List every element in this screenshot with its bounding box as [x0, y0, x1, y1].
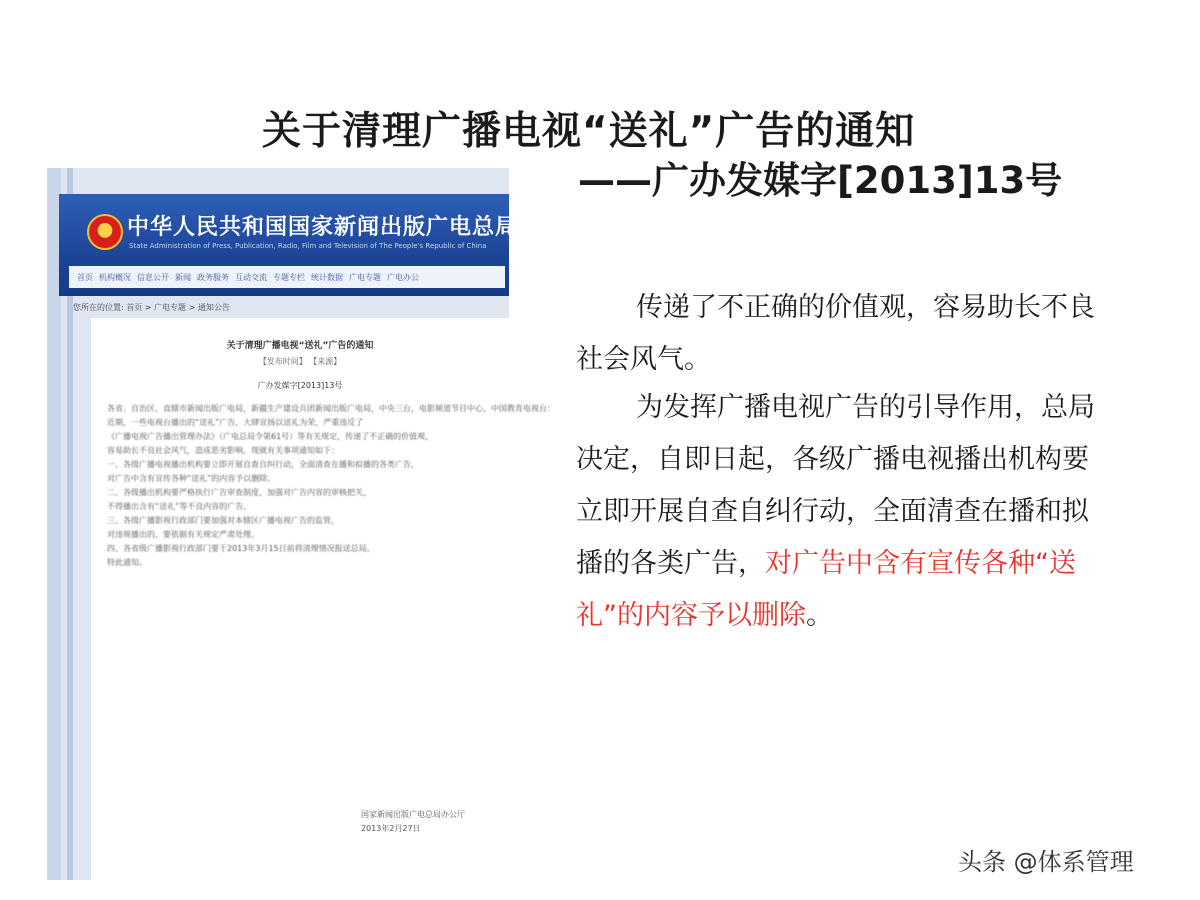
- paragraph-values: [576, 282, 1096, 386]
- notice-body-line: 三、各级广播影视行政部门要加强对本辖区广播电视广告的监管，: [107, 516, 339, 525]
- notice-body-line: 近期，一些电视台播出的“送礼”广告，大肆宣扬以送礼为荣，严重违反了: [107, 418, 364, 427]
- nav-item[interactable]: 政务服务: [197, 272, 229, 282]
- nav-item[interactable]: 广电专题: [349, 272, 381, 282]
- notice-meta: 【发布时间】 【来源】: [258, 357, 342, 366]
- notice-screenshot: [47, 168, 555, 880]
- notice-body-line: 一、各级广播电视播出机构要立即开展自查自纠行动，全面清查在播和拟播的各类广告，: [107, 460, 419, 469]
- paragraph-end-mark: 。: [806, 600, 833, 631]
- nav-item[interactable]: 互动交流: [235, 272, 267, 282]
- paragraph-decision: [576, 382, 1096, 642]
- nav-item[interactable]: 统计数据: [311, 272, 343, 282]
- nav-item[interactable]: 专题专栏: [273, 272, 305, 282]
- nav-item[interactable]: 机构概况: [99, 272, 131, 282]
- signer-org: 国家新闻出版广电总局办公厅: [361, 810, 465, 819]
- org-name-english: State Administration of Press, Publication, Radio, Film and Television of The People's Republic of China: [129, 242, 487, 250]
- document-number-title: ——广办发媒字[2013]13号: [578, 159, 1063, 202]
- paragraph-values-text: 传递了不正确的价值观，容易助长不良社会风气。: [576, 292, 1095, 375]
- notice-body-line: 不得播出含有“送礼”等不良内容的广告。: [107, 502, 252, 511]
- nav-item[interactable]: 信息公开: [137, 272, 169, 282]
- signer-date: 2013年2月27日: [361, 824, 421, 833]
- notice-body-line: 二、各级播出机构要严格执行广告审查制度，加强对广告内容的审核把关，: [107, 488, 371, 497]
- notice-body-line: 对违规播出的，要依据有关规定严肃处理。: [107, 530, 259, 539]
- notice-body-line: 四、各省级广播影视行政部门要于2013年3月15日前将清理情况报送总局。: [107, 544, 375, 553]
- notice-body-line: 对广告中含有宣传各种“送礼”的内容予以删除。: [107, 474, 276, 483]
- notice-number: 广办发媒字[2013]13号: [257, 381, 343, 390]
- notice-body-line: 各省、自治区、直辖市新闻出版广电局，新疆生产建设兵团新闻出版广电局，中央三台，电影频道节目中心，中国教育电视台：: [107, 404, 555, 413]
- nav-item[interactable]: 新闻: [175, 272, 191, 282]
- notice-title: 关于清理广播电视“送礼”广告的通知: [226, 341, 374, 351]
- paragraph-decision-text: 为发挥广播电视广告的引导作用，总局决定，自即日起，各级广播电视播出机构要立即开展自查自纠行动，全面清查在播和拟播的各类广告，: [576, 392, 1095, 579]
- site-nav: [69, 266, 505, 288]
- notice-body-line: 容易助长不良社会风气，造成恶劣影响。现就有关事项通知如下：: [107, 446, 339, 455]
- breadcrumb: 您所在的位置: 首页 > 广电专题 > 通知公告: [73, 303, 230, 312]
- notice-body-line: 《广播电视广告播出管理办法》（广电总局令第61号）等有关规定，传递了不正确的价值观，: [107, 432, 434, 441]
- org-name: 中华人民共和国国家新闻出版广电总局: [127, 215, 519, 240]
- watermark: 头条 @体系管理: [958, 848, 1134, 876]
- page-title: 关于清理广播电视“送礼”广告的通知: [262, 109, 916, 154]
- notice-body-line: 特此通知。: [107, 558, 147, 567]
- nav-item[interactable]: 广电办公: [387, 272, 419, 282]
- national-emblem-icon: [87, 214, 123, 250]
- nav-item[interactable]: 首页: [77, 272, 93, 282]
- site-banner: [59, 194, 519, 296]
- notice-signer: [361, 808, 465, 836]
- highlighted-requirement: 对广告中含有宣传各种“送礼”的内容予以删除: [576, 548, 1076, 631]
- notice-document: [91, 318, 555, 880]
- notice-body: [107, 402, 555, 570]
